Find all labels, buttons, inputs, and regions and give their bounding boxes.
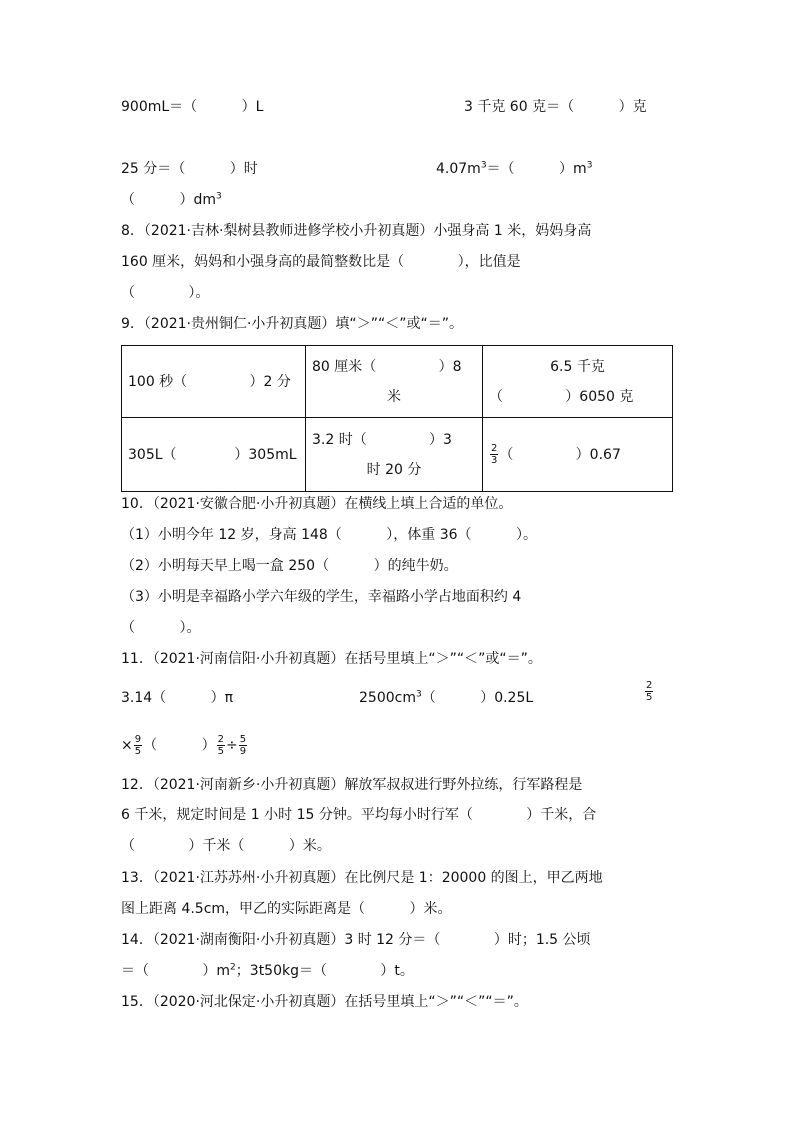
q9-compare-table (121, 345, 673, 492)
conv-e: （ ）$dm^3$ (121, 191, 222, 208)
q13-line1: 13．（2021·江苏苏州·小升初真题）在比例尺是 1：20000 的图上，甲乙两地 (121, 870, 603, 886)
q9-cell: $\frac{2}{3}$ （ ）0.67 (483, 418, 673, 492)
q10-title: 10．（2021·安徽合肥·小升初真题）在横线上填上合适的单位。 (121, 496, 513, 512)
q12-line1: 12．（2021·河南新乡·小升初真题）解放军叔叔进行野外拉练，行军路程是 (121, 777, 583, 793)
q11-fraction-1: $\frac{2}{5}$ (646, 680, 653, 703)
q15-title: 15．（2020·河北保定·小升初真题）在括号里填上“＞”“＜”“＝”。 (121, 994, 528, 1010)
fraction: $\frac{2}{3}$ (491, 443, 498, 466)
q9-cell: 6.5 千克 （ ）6050 克 (483, 346, 673, 418)
conv-d: $4.07m^3=$（ ）$m^3$ (436, 160, 593, 177)
q11-c: × $\frac{9}{5}$ （ ） $\frac{2}{5}$ ÷ $\frac{5}{9}$ (121, 734, 247, 757)
q9-cell: 80 厘米（ ）8 米 (306, 346, 483, 418)
q8-line2: 160 厘米，妈妈和小强身高的最简整数比是（ ），比值是 (121, 254, 521, 270)
q11-title: 11．（2021·河南信阳·小升初真题）在括号里填上“＞”“＜”或“＝”。 (121, 651, 542, 667)
fraction: $\frac{2}{5}$ (217, 734, 224, 757)
conv-a: 900mL＝（ ）L (121, 99, 264, 115)
q10-s3a: （3）小明是幸福路小学六年级的学生，幸福路小学占地面积约 4 (121, 589, 522, 605)
q9-cell: 100 秒（ ）2 分 (122, 346, 306, 418)
q13-line2: 图上距离 4.5cm，甲乙的实际距离是（ ）米。 (121, 901, 452, 917)
q10-s1: （1）小明今年 12 岁，身高 148（ ），体重 36（ ）。 (121, 527, 538, 543)
q12-line3: （ ）千米（ ）米。 (121, 838, 331, 854)
q10-s2: （2）小明每天早上喝一盒 250（ ）的纯牛奶。 (121, 558, 458, 574)
q10-s3b: （ ）。 (121, 620, 201, 636)
q8-line1: 8．（2021·吉林·梨树县教师进修学校小升初真题）小强身高 1 米，妈妈身高 (121, 223, 592, 239)
fraction: $\frac{9}{5}$ (134, 734, 142, 757)
q9-title: 9．（2021·贵州铜仁·小升初真题）填“＞”“＜”或“＝”。 (121, 316, 463, 332)
q11-a: 3.14（ ）π (121, 690, 234, 706)
q11-b: $2500cm^3$（ ）0.25L (359, 689, 534, 706)
fraction: $\frac{5}{9}$ (239, 734, 247, 757)
q9-cell: 305L（ ）305mL (122, 418, 306, 492)
q14-line2: ＝（ ）$m^2$；3t50kg＝（ ）t。 (121, 962, 414, 979)
q9-cell: 3.2 时（ ）3 时 20 分 (306, 418, 483, 492)
q14-line1: 14．（2021·湖南衡阳·小升初真题）3 时 12 分＝（ ）时；1.5 公顷 (121, 932, 591, 948)
q12-line2: 6 千米，规定时间是 1 小时 15 分钟。平均每小时行军（ ）千米，合 (121, 807, 597, 823)
q8-line3: （ ）。 (121, 285, 210, 301)
conv-c: 25 分＝（ ）时 (121, 161, 258, 177)
conv-b: 3 千克 60 克＝（ ）克 (464, 99, 647, 115)
